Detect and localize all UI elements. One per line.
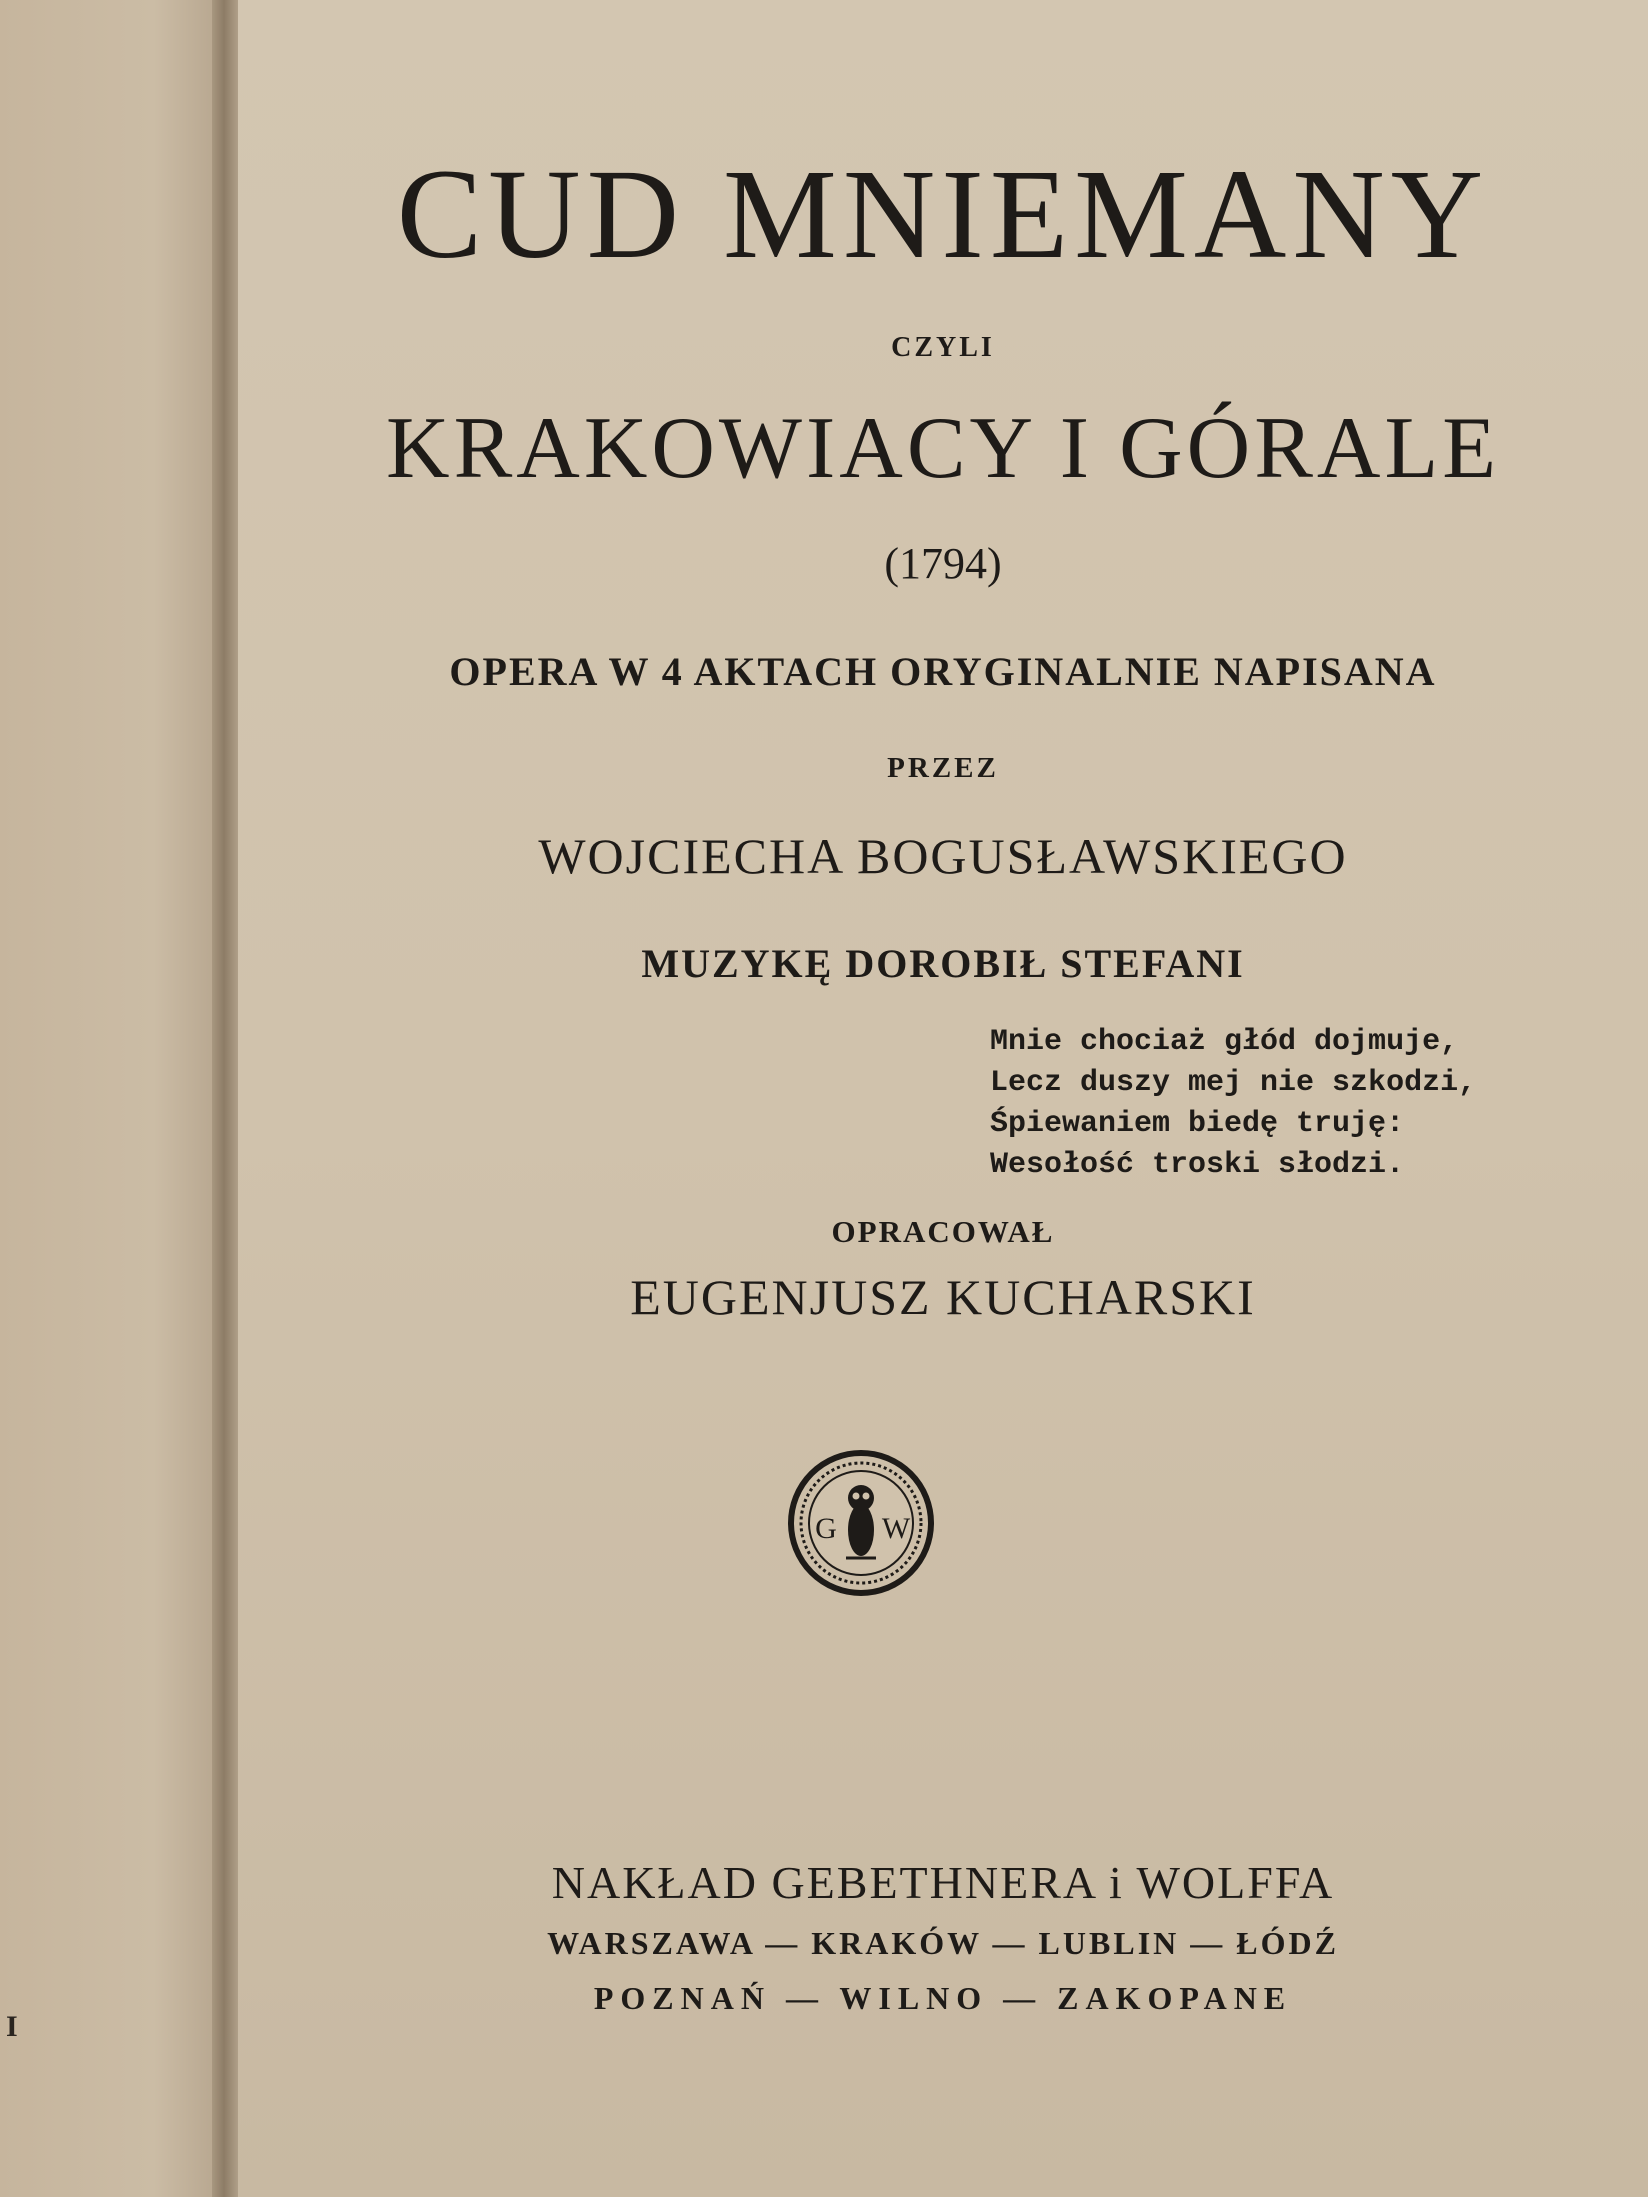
left-margin-mark: I <box>6 2010 18 2043</box>
editor-name: EUGENJUSZ KUCHARSKI <box>630 1269 1256 1325</box>
publisher-cities-line-2: POZNAŃ — WILNO — ZAKOPANE <box>593 1980 1293 2016</box>
author-name: WOJCIECHA BOGUSŁAWSKIEGO <box>538 828 1348 884</box>
logo-letter-w: W <box>881 1512 911 1545</box>
poem-line: Lecz duszy mej nie szkodzi, <box>990 1066 1477 1100</box>
poem-line: Wesołość troski słodzi. <box>990 1148 1405 1182</box>
conjunction-label: CZYLI <box>891 332 995 363</box>
subtitle: OPERA W 4 AKTACH ORYGINALNIE NAPISANA <box>449 649 1437 694</box>
owl-emblem-icon <box>786 1448 936 1598</box>
music-credit: MUZYKĘ DOROBIŁ STEFANI <box>641 941 1245 986</box>
main-title: CUD MNIEMANY <box>396 143 1490 285</box>
left-page <box>0 0 220 2197</box>
poem-line: Mnie chociaż głód dojmuje, <box>990 1025 1459 1059</box>
epigraph-poem <box>990 1022 1476 1186</box>
logo-letter-g: G <box>815 1512 837 1545</box>
by-label: PRZEZ <box>887 752 999 784</box>
secondary-title: KRAKOWIACY I GÓRALE <box>386 400 1500 497</box>
poem-line: Śpiewaniem biedę truję: <box>990 1107 1405 1141</box>
editor-label: OPRACOWAŁ <box>831 1214 1055 1249</box>
publisher: NAKŁAD GEBETHNERA i WOLFFA <box>551 1857 1335 1908</box>
year: (1794) <box>884 539 1002 588</box>
title-page <box>238 0 1648 2197</box>
publisher-cities-line-1: WARSZAWA — KRAKÓW — LUBLIN — ŁÓDŹ <box>547 1925 1339 1961</box>
